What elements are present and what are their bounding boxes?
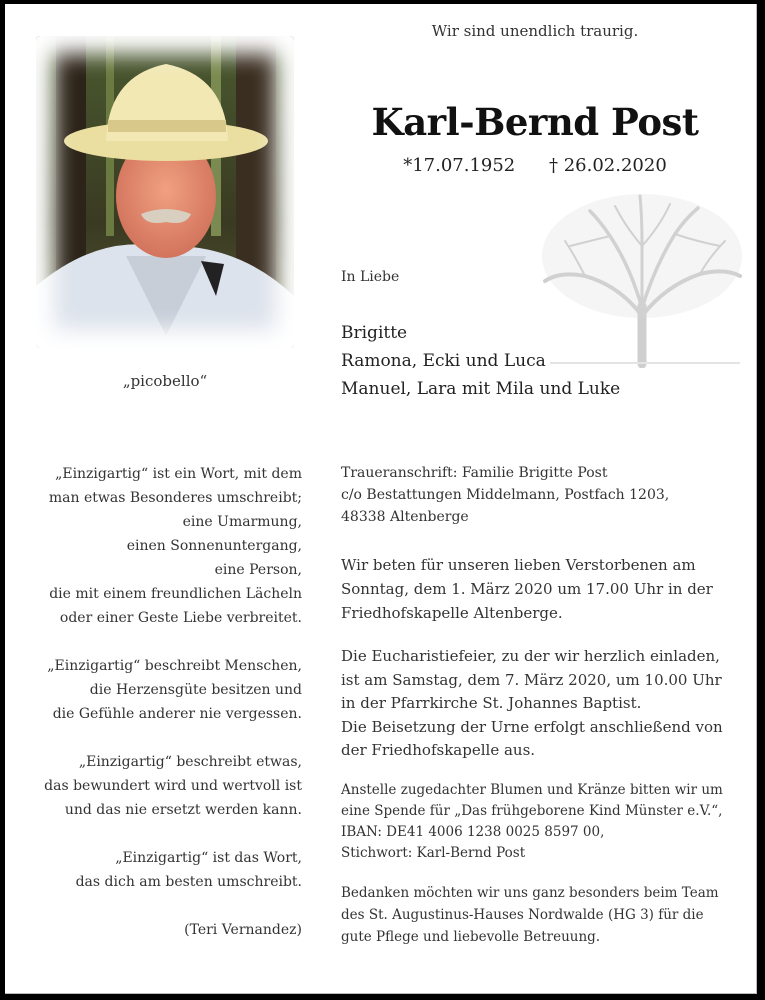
family-list — [341, 319, 620, 403]
thanks-line: Bedanken möchten wir uns ganz besonders beim Team — [341, 885, 719, 901]
mass-line: Die Beisetzung der Urne erfolgt anschließend von — [341, 717, 723, 736]
poem-line: „Einzigartig“ ist ein Wort, mit dem — [55, 466, 302, 482]
donation-line: Anstelle zugedachter Blumen und Kränze bitten wir um — [341, 782, 723, 798]
obituary-card — [5, 4, 757, 994]
family-member: Brigitte — [341, 323, 408, 343]
poem-line: einen Sonnenuntergang, — [126, 538, 302, 554]
deceased-name: Karl-Bernd Post — [371, 100, 699, 144]
family-member: Ramona, Ecki und Luca — [341, 351, 546, 371]
poem-line: die Herzensgüte besitzen und — [89, 682, 302, 698]
donation-line: eine Spende für „Das frühgeborene Kind Münster e.V.“, — [341, 803, 723, 819]
address-line: Traueranschrift: Familie Brigitte Post — [341, 465, 608, 481]
thanks-line: des St. Augustinus-Hauses Nordwalde (HG 3) für die — [341, 907, 704, 923]
mass-notice — [341, 645, 741, 763]
prayer-notice — [341, 553, 741, 625]
poem-line: eine Umarmung, — [182, 514, 302, 530]
donation-notice — [341, 780, 741, 864]
mass-line: der Friedhofskapelle aus. — [341, 741, 536, 759]
death-date: † 26.02.2020 — [549, 155, 667, 176]
poem-line: „Einzigartig“ beschreibt Menschen, — [47, 658, 302, 674]
poem — [25, 462, 302, 966]
address-line: 48338 Altenberge — [341, 509, 469, 525]
birth-date: *17.07.1952 — [403, 155, 516, 176]
portrait-photo — [36, 36, 294, 348]
photo-caption: „picobello“ — [122, 372, 208, 390]
mourning-address — [341, 462, 741, 528]
donation-line: Stichwort: Karl-Bernd Post — [341, 845, 526, 861]
poem-author: (Teri Vernandez) — [184, 922, 302, 938]
poem-line: und das nie ersetzt werden kann. — [64, 802, 302, 818]
address-line: c/o Bestattungen Middelmann, Postfach 1203, — [341, 487, 670, 503]
poem-stanza — [25, 462, 302, 630]
poem-line: „Einzigartig“ ist das Wort, — [115, 850, 302, 866]
poem-line: die Gefühle anderer nie vergessen. — [52, 706, 302, 722]
poem-line: „Einzigartig“ beschreibt etwas, — [78, 754, 302, 770]
poem-line: oder einer Geste Liebe verbreitet. — [59, 610, 302, 626]
mass-line: ist am Samstag, dem 7. März 2020, um 10.00 Uhr — [341, 670, 722, 689]
poem-line: eine Person, — [214, 562, 302, 578]
mass-line: Die Eucharistiefeier, zu der wir herzlich einladen, — [341, 647, 720, 665]
life-dates — [345, 155, 725, 176]
intro-text: Wir sind unendlich traurig. — [431, 22, 639, 40]
poem-line: man etwas Besonderes umschreibt; — [48, 490, 302, 506]
thanks-notice — [341, 882, 741, 948]
poem-stanza — [25, 654, 302, 726]
donation-line: IBAN: DE41 4006 1238 0025 8597 00, — [341, 824, 605, 840]
poem-line: das dich am besten umschreibt. — [75, 874, 302, 890]
poem-stanza — [25, 750, 302, 822]
prayer-line: Sonntag, dem 1. März 2020 um 17.00 Uhr in der — [341, 580, 713, 598]
in-love-text: In Liebe — [341, 269, 400, 285]
poem-line: das bewundert wird und wertvoll ist — [44, 778, 302, 794]
thanks-line: gute Pflege und liebevolle Betreuung. — [341, 929, 601, 945]
family-member: Manuel, Lara mit Mila und Luke — [341, 379, 621, 399]
mass-line: in der Pfarrkirche St. Johannes Baptist. — [341, 694, 642, 712]
photo-vignette — [36, 36, 294, 348]
poem-line: die mit einem freundlichen Lächeln — [49, 586, 302, 602]
prayer-line: Friedhofskapelle Altenberge. — [341, 604, 563, 622]
prayer-line: Wir beten für unseren lieben Verstorbenen am — [341, 556, 696, 574]
poem-stanza — [25, 846, 302, 894]
